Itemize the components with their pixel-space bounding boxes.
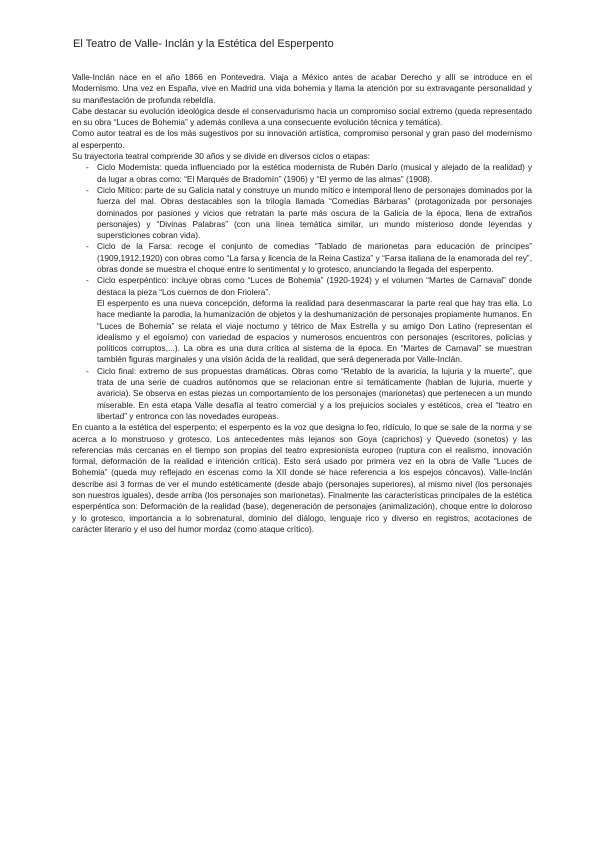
cycle-esperpentico: Ciclo esperpéntico: incluye obras como “Luces de Bohemia” (1920-1924) y el volumen “Martes de Carnaval” donde destaca la pieza “Los cuernos de don Friolera”.	[97, 275, 532, 297]
closing-paragraph: En cuanto a la estética del esperpento; el esperpento es la voz que designa lo feo, ridículo, lo que se sale de la norma y se acerca a lo monstruoso y grotesco. Los antecedentes más lejanos son Goya (caprichos) y Quevedo (sonetos) y las referencias más cercanas en el tiempo son propias del teatro expresionista europeo (ruptura con el realismo, innovación formal, deformación de la realidad e intención crítica). Esto será usado por primera vez en la obra de Valle “Luces de Bohemia” (queda muy reflejado en escenas como la XII donde se hace referencia a los espejos cóncavos). Valle-Inclán describe así 3 formas de ver el mundo estéticamente (desde abajo (personajes superiores), al mismo nivel (los personajes son nuestros iguales), desde arriba (los personajes son marionetas). Finalmente las características principales de la estética esperpéntica son: Deformación de la realidad (base), degeneración de personajes (animalización), choque entre lo doloroso y lo grotesco, importancia a lo sobrenatural, dominio del diálogo, lenguaje rico y diverso en registros, acotaciones de carácter literario y el uso del humor mordaz (como ataque crítico).	[72, 422, 532, 534]
bullet-dash: -	[86, 275, 89, 286]
bullet-dash: -	[86, 162, 89, 173]
cycles-list	[72, 162, 532, 422]
bullet-dash: -	[86, 241, 89, 252]
cycle-farsa: Ciclo de la Farsa: recoge el conjunto de comedias “Tablado de marionetas para educación de príncipes” (1909,1912,1920) con obras como “La farsa y licencia de la Reina Castiza” y “Farsa italiana de la enamorada del rey”, obras donde se muestra el choque entre lo sentimental y lo grotesco, anunciando la llegada del esperpento.	[97, 241, 532, 275]
list-item	[72, 366, 532, 422]
list-item	[72, 185, 532, 241]
page-title: El Teatro de Valle- Inclán y la Estética del Esperpento	[73, 38, 334, 50]
document-body	[72, 72, 532, 535]
esperpento-detail: El esperpento es una nueva concepción, deforma la realidad para desenmascarar la parte real que hay tras ella. Lo hace mediante la parodia, la humanización de objetos y la deshumanización de personajes propiamente humanos. En “Luces de Bohemia” se relata el viaje nocturno y tétrico de Max Estrella y su amigo Don Latino (representan el idealismo y el egoísmo) con variedad de espacios y numerosos encuentros con personajes (escritores, policías y políticos corruptos,...). La obra es una dura crítica al sistema de la época. En “Martes de Carnaval” se muestran también figuras marginales y una visión ácida de la realidad, que será degenerada por Valle-Inclán.	[97, 297, 532, 365]
cycle-modernista: Ciclo Modernista: queda influenciado por la estética modernista de Rubén Darío (musical y alejado de la realidad) y da lugar a obras como: “El Marqués de Bradomín” (1906) y “El yermo de las almas” (1908).	[97, 162, 532, 184]
intro-paragraph: Valle-Inclán nace en el año 1866 en Pontevedra. Viaja a México antes de acabar Derecho y allí se introduce en el Modernismo. Una vez en España, vive en Madrid una vida bohemia y llama la atención por su extravagante personalidad y su manifestación de profunda rebeldía.	[72, 72, 532, 105]
author-paragraph: Como autor teatral es de los más sugestivos por su innovación artística, compromiso personal y gran paso del modernismo al esperpento.	[72, 128, 532, 150]
bullet-dash: -	[86, 184, 89, 195]
list-item	[72, 241, 532, 275]
list-item	[72, 162, 532, 185]
ideology-paragraph: Cabe destacar su evolución ideológica desde el conservadurismo hacia un compromiso social extremo (queda representado en su obra “Luces de Bohemia” y además conlleva a una consecuente evolución técnica y temática).	[72, 105, 532, 128]
bullet-dash: -	[86, 365, 89, 376]
cycle-final: Ciclo final: extremo de sus propuestas dramáticas. Obras como “Retablo de la avaricia, la lujuria y la muerte”, que trata de una serie de cuadros autónomos que se relacionan entre sí temáticamente (hablan de lujuria, muerte y avaricia). Se observa en estas piezas un comportamiento de los personajes (marionetas) que pertenecen a un mundo miserable. En esta etapa Valle desafía al teatro comercial y a los prejuicios sociales y estéticos, crea el “teatro en libertad” y entronca con las novedades europeas.	[97, 365, 532, 421]
trajectory-paragraph: Su trayectoria teatral comprende 30 años y se divide en diversos ciclos o etapas:	[72, 151, 370, 162]
list-item	[72, 275, 532, 365]
cycle-mitico: Ciclo Mítico: parte de su Galicia natal y construye un mundo mítico e intemporal lleno de personajes dominados por la fuerza del mal. Obras destacables son la trilogía llamada “Comedias Bárbaras” (protagonizada por personajes dominados por pasiones y vicios que retratan la parte más oscura de la Galicia de la época, llena de extraños personajes) y “Divinas Palabras” (con una línea temática similar, un mundo misterioso donde leyendas y supersticiones cobran vida).	[97, 184, 532, 241]
